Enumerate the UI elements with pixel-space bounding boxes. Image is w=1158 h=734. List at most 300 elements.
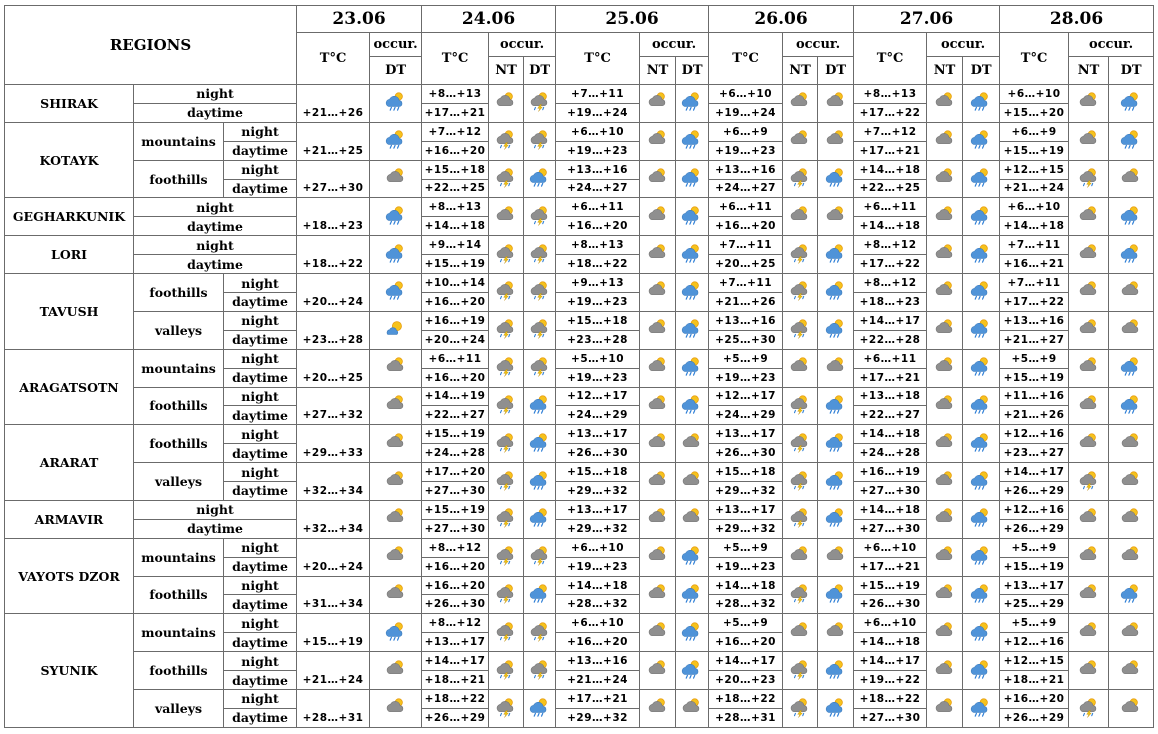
- temperature-range: +16…+20: [556, 633, 640, 652]
- temperature-range: +21…+25: [297, 122, 370, 160]
- occurrence-cell: [1109, 614, 1154, 652]
- temperature-range: +10…+14: [422, 274, 489, 293]
- thunder-rain-icon: [789, 393, 811, 419]
- occur-header: occur.: [489, 33, 556, 57]
- nt-header: NT: [783, 57, 818, 85]
- time-of-day-label: night: [224, 652, 297, 671]
- nt-header: NT: [489, 57, 524, 85]
- cloudy-sun-icon: [934, 166, 956, 192]
- temperature-range: +31…+34: [297, 576, 370, 614]
- occurrence-cell: [1069, 538, 1109, 576]
- region-name: ARMAVIR: [5, 500, 134, 538]
- occurrence-cell: [370, 160, 422, 198]
- rain-sun-icon: [681, 658, 703, 684]
- zone-name: mountains: [134, 614, 224, 652]
- occurrence-cell: [963, 614, 1000, 652]
- temperature-range: +28…+32: [709, 595, 783, 614]
- temperature-range: +8…+13: [854, 85, 927, 104]
- temperature-range: +12…+17: [556, 387, 640, 406]
- occurrence-cell: [783, 690, 818, 728]
- rain-sun-icon: [385, 279, 407, 305]
- zone-name: mountains: [134, 122, 224, 160]
- cloudy-sun-icon: [789, 620, 811, 646]
- occurrence-cell: [1069, 387, 1109, 425]
- cloudy-sun-icon: [1078, 279, 1100, 305]
- rain-sun-icon: [970, 620, 992, 646]
- temp-header: T°C: [854, 33, 927, 85]
- thunder-rain-icon: [529, 620, 551, 646]
- temperature-range: +18…+22: [422, 690, 489, 709]
- temperature-range: +22…+28: [854, 330, 927, 349]
- occurrence-cell: [640, 236, 676, 274]
- thunder-rain-icon: [495, 696, 517, 722]
- regions-header: REGIONS: [5, 6, 297, 85]
- temperature-range: +26…+30: [854, 595, 927, 614]
- occurrence-cell: [524, 500, 556, 538]
- temperature-range: +9…+14: [422, 236, 489, 255]
- occurrence-cell: [489, 311, 524, 349]
- dt-header: DT: [524, 57, 556, 85]
- temperature-range: +19…+23: [709, 557, 783, 576]
- occurrence-cell: [783, 274, 818, 312]
- temperature-range: +18…+22: [556, 255, 640, 274]
- temp-header: T°C: [297, 33, 370, 85]
- table-row: [5, 387, 1154, 406]
- occurrence-cell: [1069, 274, 1109, 312]
- occurrence-cell: [927, 236, 963, 274]
- occurrence-cell: [524, 614, 556, 652]
- cloudy-sun-icon: [1120, 317, 1142, 343]
- occurrence-cell: [783, 614, 818, 652]
- temperature-range: +29…+32: [556, 519, 640, 538]
- cloudy-sun-icon: [934, 582, 956, 608]
- temperature-range: +6…+11: [556, 198, 640, 217]
- temperature-range: +14…+18: [854, 633, 927, 652]
- cloudy-sun-icon: [681, 431, 703, 457]
- temperature-range: +16…+20: [709, 217, 783, 236]
- occurrence-cell: [676, 614, 709, 652]
- occurrence-cell: [818, 387, 854, 425]
- date-header-6: 28.06: [1000, 6, 1154, 33]
- cloudy-sun-icon: [647, 279, 669, 305]
- cloudy-sun-icon: [1120, 506, 1142, 532]
- cloudy-sun-icon: [1078, 620, 1100, 646]
- temperature-range: +14…+19: [422, 387, 489, 406]
- occurrence-cell: [640, 614, 676, 652]
- occurrence-cell: [1069, 614, 1109, 652]
- temperature-range: +17…+21: [854, 368, 927, 387]
- time-of-day-label: daytime: [134, 519, 297, 538]
- occurrence-cell: [783, 85, 818, 123]
- cloudy-sun-icon: [385, 506, 407, 532]
- temperature-range: +24…+28: [854, 444, 927, 463]
- temperature-range: +12…+16: [1000, 425, 1069, 444]
- occurrence-cell: [640, 576, 676, 614]
- table-row: [5, 500, 1154, 519]
- thunder-rain-icon: [495, 242, 517, 268]
- temperature-range: +17…+22: [854, 255, 927, 274]
- occurrence-cell: [489, 387, 524, 425]
- temperature-range: +16…+19: [854, 463, 927, 482]
- temperature-range: +14…+18: [854, 425, 927, 444]
- temperature-range: +19…+23: [709, 141, 783, 160]
- temperature-range: +16…+20: [1000, 690, 1069, 709]
- temperature-range: +5…+9: [709, 538, 783, 557]
- zone-name: valleys: [134, 690, 224, 728]
- occurrence-cell: [489, 576, 524, 614]
- occurrence-cell: [1069, 425, 1109, 463]
- table-row: [5, 652, 1154, 671]
- occurrence-cell: [640, 311, 676, 349]
- time-of-day-label: night: [224, 122, 297, 141]
- occur-header: occur.: [1069, 33, 1154, 57]
- temperature-range: +29…+32: [556, 708, 640, 727]
- cloudy-sun-icon: [647, 128, 669, 154]
- temperature-range: +18…+23: [854, 292, 927, 311]
- occurrence-cell: [524, 311, 556, 349]
- temperature-range: +6…+9: [1000, 122, 1069, 141]
- occurrence-cell: [818, 538, 854, 576]
- thunder-rain-icon: [529, 242, 551, 268]
- cloudy-sun-icon: [825, 544, 847, 570]
- cloudy-sun-icon: [1078, 393, 1100, 419]
- occurrence-cell: [783, 538, 818, 576]
- temperature-range: +9…+13: [556, 274, 640, 293]
- temperature-range: +14…+17: [709, 652, 783, 671]
- time-of-day-label: night: [134, 500, 297, 519]
- occurrence-cell: [676, 160, 709, 198]
- time-of-day-label: daytime: [224, 633, 297, 652]
- rain-sun-icon: [1120, 90, 1142, 116]
- cloudy-sun-icon: [1078, 506, 1100, 532]
- rain-sun-icon: [825, 582, 847, 608]
- occurrence-cell: [676, 198, 709, 236]
- occurrence-cell: [1069, 463, 1109, 501]
- thunder-rain-icon: [789, 582, 811, 608]
- occurrence-cell: [927, 122, 963, 160]
- temperature-range: +28…+31: [709, 708, 783, 727]
- dt-header: DT: [370, 57, 422, 85]
- temperature-range: +6…+11: [854, 198, 927, 217]
- temperature-range: +13…+17: [709, 425, 783, 444]
- rain-sun-icon: [970, 355, 992, 381]
- rain-sun-icon: [970, 204, 992, 230]
- temperature-range: +16…+20: [422, 141, 489, 160]
- occurrence-cell: [524, 236, 556, 274]
- temperature-range: +28…+32: [556, 595, 640, 614]
- thunder-rain-icon: [529, 355, 551, 381]
- temperature-range: +8…+13: [556, 236, 640, 255]
- occurrence-cell: [676, 349, 709, 387]
- cloudy-sun-icon: [934, 544, 956, 570]
- temperature-range: +11…+16: [1000, 387, 1069, 406]
- occurrence-cell: [818, 690, 854, 728]
- nt-header: NT: [640, 57, 676, 85]
- cloudy-sun-icon: [647, 506, 669, 532]
- cloudy-sun-icon: [385, 544, 407, 570]
- temperature-range: +15…+19: [1000, 368, 1069, 387]
- occurrence-cell: [676, 425, 709, 463]
- cloudy-sun-icon: [1078, 242, 1100, 268]
- time-of-day-label: daytime: [134, 217, 297, 236]
- occurrence-cell: [783, 122, 818, 160]
- cloudy-sun-icon: [1078, 317, 1100, 343]
- temperature-range: +16…+20: [422, 557, 489, 576]
- temperature-range: +16…+20: [422, 576, 489, 595]
- cloudy-sun-icon: [647, 166, 669, 192]
- occurrence-cell: [818, 614, 854, 652]
- thunder-rain-icon: [1078, 469, 1100, 495]
- occurrence-cell: [818, 160, 854, 198]
- temperature-range: +22…+27: [854, 406, 927, 425]
- zone-name: valleys: [134, 463, 224, 501]
- temperature-range: +20…+24: [422, 330, 489, 349]
- cloudy-sun-icon: [934, 128, 956, 154]
- temperature-range: +16…+20: [422, 368, 489, 387]
- occurrence-cell: [1109, 198, 1154, 236]
- occur-header: occur.: [640, 33, 709, 57]
- temperature-range: +22…+27: [422, 406, 489, 425]
- temperature-range: +26…+30: [556, 444, 640, 463]
- temperature-range: +5…+10: [556, 349, 640, 368]
- temperature-range: +27…+30: [422, 482, 489, 501]
- cloudy-sun-icon: [825, 128, 847, 154]
- occurrence-cell: [370, 538, 422, 576]
- time-of-day-label: daytime: [224, 557, 297, 576]
- occurrence-cell: [818, 236, 854, 274]
- occurrence-cell: [783, 463, 818, 501]
- temperature-range: +8…+12: [854, 236, 927, 255]
- zone-name: mountains: [134, 349, 224, 387]
- occurrence-cell: [524, 652, 556, 690]
- occurrence-cell: [927, 652, 963, 690]
- cloudy-sun-icon: [385, 582, 407, 608]
- thunder-rain-icon: [789, 279, 811, 305]
- thunder-rain-icon: [495, 166, 517, 192]
- dt-header: DT: [676, 57, 709, 85]
- temperature-range: +5…+9: [709, 614, 783, 633]
- temperature-range: +29…+33: [297, 425, 370, 463]
- rain-sun-icon: [529, 506, 551, 532]
- date-header-3: 25.06: [556, 6, 709, 33]
- occurrence-cell: [524, 690, 556, 728]
- temperature-range: +21…+26: [1000, 406, 1069, 425]
- cloudy-sun-icon: [789, 544, 811, 570]
- temperature-range: +16…+20: [556, 217, 640, 236]
- cloudy-sun-icon: [385, 696, 407, 722]
- region-name: TAVUSH: [5, 274, 134, 350]
- region-name: ARARAT: [5, 425, 134, 501]
- temperature-range: +26…+29: [1000, 482, 1069, 501]
- temperature-range: +13…+16: [556, 160, 640, 179]
- occurrence-cell: [676, 690, 709, 728]
- occurrence-cell: [489, 690, 524, 728]
- temperature-range: +26…+30: [422, 595, 489, 614]
- occurrence-cell: [676, 387, 709, 425]
- occurrence-cell: [927, 576, 963, 614]
- temperature-range: +13…+17: [1000, 576, 1069, 595]
- temperature-range: +20…+25: [297, 349, 370, 387]
- temperature-range: +19…+23: [556, 368, 640, 387]
- cloudy-sun-icon: [1078, 658, 1100, 684]
- occurrence-cell: [524, 122, 556, 160]
- time-of-day-label: night: [224, 349, 297, 368]
- thunder-rain-icon: [789, 658, 811, 684]
- region-name: VAYOTS DZOR: [5, 538, 134, 614]
- temperature-range: +19…+24: [709, 103, 783, 122]
- occurrence-cell: [370, 198, 422, 236]
- occurrence-cell: [783, 349, 818, 387]
- occurrence-cell: [676, 274, 709, 312]
- occurrence-cell: [1109, 274, 1154, 312]
- rain-sun-icon: [681, 204, 703, 230]
- cloudy-sun-icon: [647, 317, 669, 343]
- rain-sun-icon: [681, 620, 703, 646]
- temperature-range: +7…+11: [556, 85, 640, 104]
- temperature-range: +8…+13: [422, 198, 489, 217]
- temperature-range: +20…+24: [297, 538, 370, 576]
- temperature-range: +13…+17: [556, 425, 640, 444]
- temperature-range: +17…+22: [1000, 292, 1069, 311]
- occurrence-cell: [489, 614, 524, 652]
- rain-sun-icon: [825, 242, 847, 268]
- temperature-range: +27…+30: [297, 160, 370, 198]
- occurrence-cell: [927, 690, 963, 728]
- temperature-range: +7…+11: [709, 274, 783, 293]
- temperature-range: +32…+34: [297, 463, 370, 501]
- occurrence-cell: [1109, 236, 1154, 274]
- occurrence-cell: [676, 576, 709, 614]
- rain-sun-icon: [970, 582, 992, 608]
- cloudy-sun-icon: [934, 204, 956, 230]
- occurrence-cell: [1069, 122, 1109, 160]
- date-header-1: 23.06: [297, 6, 422, 33]
- occurrence-cell: [963, 425, 1000, 463]
- thunder-rain-icon: [529, 317, 551, 343]
- occurrence-cell: [370, 463, 422, 501]
- occurrence-cell: [489, 425, 524, 463]
- temperature-range: +6…+9: [709, 122, 783, 141]
- cloudy-sun-icon: [385, 469, 407, 495]
- cloudy-sun-icon: [647, 696, 669, 722]
- temperature-range: +14…+17: [422, 652, 489, 671]
- temperature-range: +6…+10: [854, 538, 927, 557]
- temperature-range: +25…+29: [1000, 595, 1069, 614]
- cloudy-sun-icon: [647, 544, 669, 570]
- forecast-body: [5, 85, 1154, 728]
- thunder-rain-icon: [789, 431, 811, 457]
- thunder-rain-icon: [529, 204, 551, 230]
- occurrence-cell: [963, 85, 1000, 123]
- occurrence-cell: [963, 463, 1000, 501]
- occurrence-cell: [489, 274, 524, 312]
- occurrence-cell: [1109, 425, 1154, 463]
- thunder-rain-icon: [529, 279, 551, 305]
- cloudy-sun-icon: [789, 90, 811, 116]
- temperature-range: +6…+10: [1000, 198, 1069, 217]
- occurrence-cell: [676, 85, 709, 123]
- occurrence-cell: [963, 538, 1000, 576]
- temperature-range: +26…+29: [1000, 519, 1069, 538]
- zone-name: mountains: [134, 538, 224, 576]
- temperature-range: +15…+19: [1000, 557, 1069, 576]
- occurrence-cell: [963, 576, 1000, 614]
- temperature-range: +29…+32: [709, 519, 783, 538]
- table-row: [5, 576, 1154, 595]
- occurrence-cell: [818, 652, 854, 690]
- temperature-range: +5…+9: [1000, 349, 1069, 368]
- temperature-range: +26…+29: [1000, 708, 1069, 727]
- temperature-range: +26…+30: [709, 444, 783, 463]
- cloudy-sun-icon: [647, 393, 669, 419]
- zone-name: foothills: [134, 652, 224, 690]
- temperature-range: +24…+28: [422, 444, 489, 463]
- rain-sun-icon: [529, 431, 551, 457]
- cloudy-sun-icon: [934, 658, 956, 684]
- temperature-range: +15…+19: [1000, 141, 1069, 160]
- occurrence-cell: [818, 349, 854, 387]
- occurrence-cell: [927, 463, 963, 501]
- occurrence-cell: [640, 425, 676, 463]
- temperature-range: +12…+16: [1000, 633, 1069, 652]
- occurrence-cell: [489, 652, 524, 690]
- temperature-range: +19…+23: [556, 141, 640, 160]
- region-name: SYUNIK: [5, 614, 134, 728]
- time-of-day-label: daytime: [134, 103, 297, 122]
- thunder-rain-icon: [789, 506, 811, 532]
- occurrence-cell: [1109, 85, 1154, 123]
- temperature-range: +27…+32: [297, 387, 370, 425]
- temperature-range: +16…+20: [709, 633, 783, 652]
- time-of-day-label: night: [224, 311, 297, 330]
- occurrence-cell: [489, 500, 524, 538]
- temperature-range: +13…+17: [556, 500, 640, 519]
- cloudy-sun-icon: [1120, 696, 1142, 722]
- occurrence-cell: [1109, 349, 1154, 387]
- occurrence-cell: [370, 311, 422, 349]
- rain-sun-icon: [970, 90, 992, 116]
- occurrence-cell: [963, 160, 1000, 198]
- occurrence-cell: [489, 160, 524, 198]
- time-of-day-label: daytime: [224, 671, 297, 690]
- rain-sun-icon: [529, 469, 551, 495]
- rain-sun-icon: [681, 166, 703, 192]
- time-of-day-label: daytime: [224, 141, 297, 160]
- table-row: [5, 311, 1154, 330]
- occurrence-cell: [1069, 500, 1109, 538]
- temperature-range: +7…+11: [1000, 236, 1069, 255]
- cloudy-sun-icon: [1078, 431, 1100, 457]
- occurrence-cell: [783, 652, 818, 690]
- table-row: [5, 122, 1154, 141]
- rain-sun-icon: [681, 90, 703, 116]
- cloudy-sun-icon: [934, 279, 956, 305]
- temperature-range: +18…+23: [297, 198, 370, 236]
- cloudy-sun-icon: [934, 696, 956, 722]
- rain-sun-icon: [825, 317, 847, 343]
- temperature-range: +27…+30: [854, 482, 927, 501]
- temperature-range: +20…+25: [709, 255, 783, 274]
- table-row: [5, 425, 1154, 444]
- occurrence-cell: [676, 236, 709, 274]
- occurrence-cell: [370, 576, 422, 614]
- cloudy-sun-icon: [647, 204, 669, 230]
- temperature-range: +14…+18: [709, 576, 783, 595]
- rain-sun-icon: [825, 506, 847, 532]
- occurrence-cell: [818, 198, 854, 236]
- cloudy-sun-icon: [825, 355, 847, 381]
- occurrence-cell: [818, 85, 854, 123]
